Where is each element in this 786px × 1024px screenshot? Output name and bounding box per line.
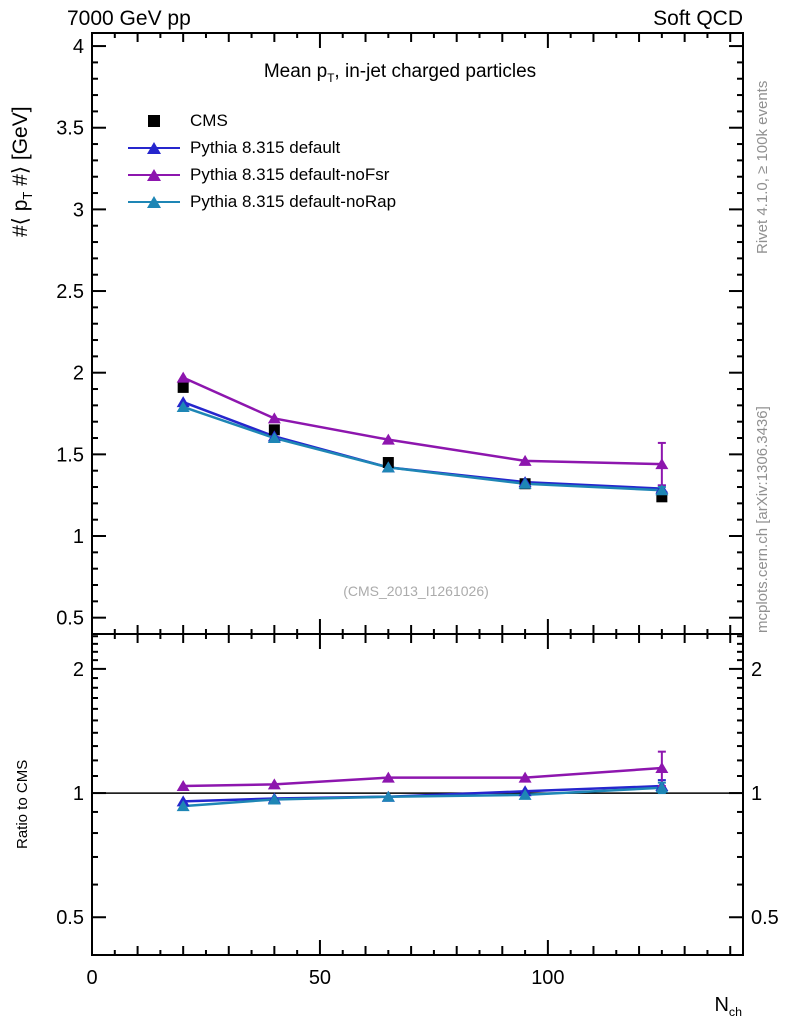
- x-axis-label-text: N: [714, 994, 729, 1016]
- svg-text:0.5: 0.5: [56, 607, 84, 630]
- mcplots-arxiv-note: mcplots.cern.ch [arXiv:1306.3436]: [754, 406, 771, 633]
- y-axis-label-subscript: T: [20, 191, 36, 200]
- legend-item-pythia-nofsr: [128, 161, 396, 188]
- plot-title-text: Mean p: [263, 61, 328, 82]
- svg-text:2: 2: [72, 362, 84, 385]
- svg-text:0.5: 0.5: [751, 907, 779, 930]
- x-axis-tick-labels: [86, 967, 564, 989]
- y-axis-label-tail: #⟩ [GeV]: [9, 106, 32, 192]
- y-axis-label-text: #⟨ p: [9, 199, 32, 237]
- triangle-line-marker-icon: [128, 168, 180, 182]
- legend-label: Pythia 8.315 default-noRap: [190, 191, 397, 211]
- svg-text:0.5: 0.5: [56, 907, 84, 930]
- legend-item-pythia-default: [128, 134, 396, 161]
- legend-label: Pythia 8.315 default-noFsr: [190, 164, 390, 184]
- svg-text:3.5: 3.5: [56, 117, 84, 140]
- svg-text:4: 4: [72, 36, 84, 59]
- x-axis-label: [714, 994, 742, 1019]
- ratio-panel: [56, 634, 779, 955]
- svg-text:50: 50: [308, 967, 332, 989]
- svg-text:1.5: 1.5: [56, 444, 84, 467]
- y-axis-label: [8, 106, 35, 237]
- svg-text:1: 1: [72, 526, 84, 549]
- analysis-id-watermark: (CMS_2013_I1261026): [343, 583, 489, 599]
- legend-label: CMS: [190, 110, 228, 130]
- legend-item-pythia-norap: [128, 188, 396, 215]
- x-axis-label-subscript: ch: [728, 1005, 742, 1019]
- svg-text:1: 1: [72, 783, 84, 806]
- svg-text:2: 2: [72, 658, 84, 681]
- svg-text:100: 100: [531, 967, 565, 989]
- triangle-line-marker-icon: [128, 141, 180, 155]
- rivet-version-note: Rivet 4.1.0, ≥ 100k events: [754, 80, 771, 254]
- legend-label: Pythia 8.315 default: [190, 137, 341, 157]
- svg-text:2: 2: [751, 658, 763, 681]
- legend: [128, 107, 396, 215]
- svg-text:2.5: 2.5: [56, 281, 84, 304]
- svg-text:1: 1: [751, 783, 763, 806]
- process-group-label: Soft QCD: [653, 7, 743, 30]
- ratio-axis-label: Ratio to CMS: [14, 759, 31, 849]
- legend-item-cms: [128, 107, 396, 134]
- triangle-line-marker-icon: [128, 195, 180, 209]
- plot-title-tail: , in-jet charged particles: [334, 61, 537, 82]
- plot-title-subscript: T: [327, 71, 335, 85]
- plot-title: [80, 61, 720, 85]
- svg-text:0: 0: [86, 967, 98, 989]
- svg-text:3: 3: [72, 199, 84, 222]
- cms-square-marker-icon: [128, 114, 180, 128]
- beam-energy-label: 7000 GeV pp: [67, 7, 191, 30]
